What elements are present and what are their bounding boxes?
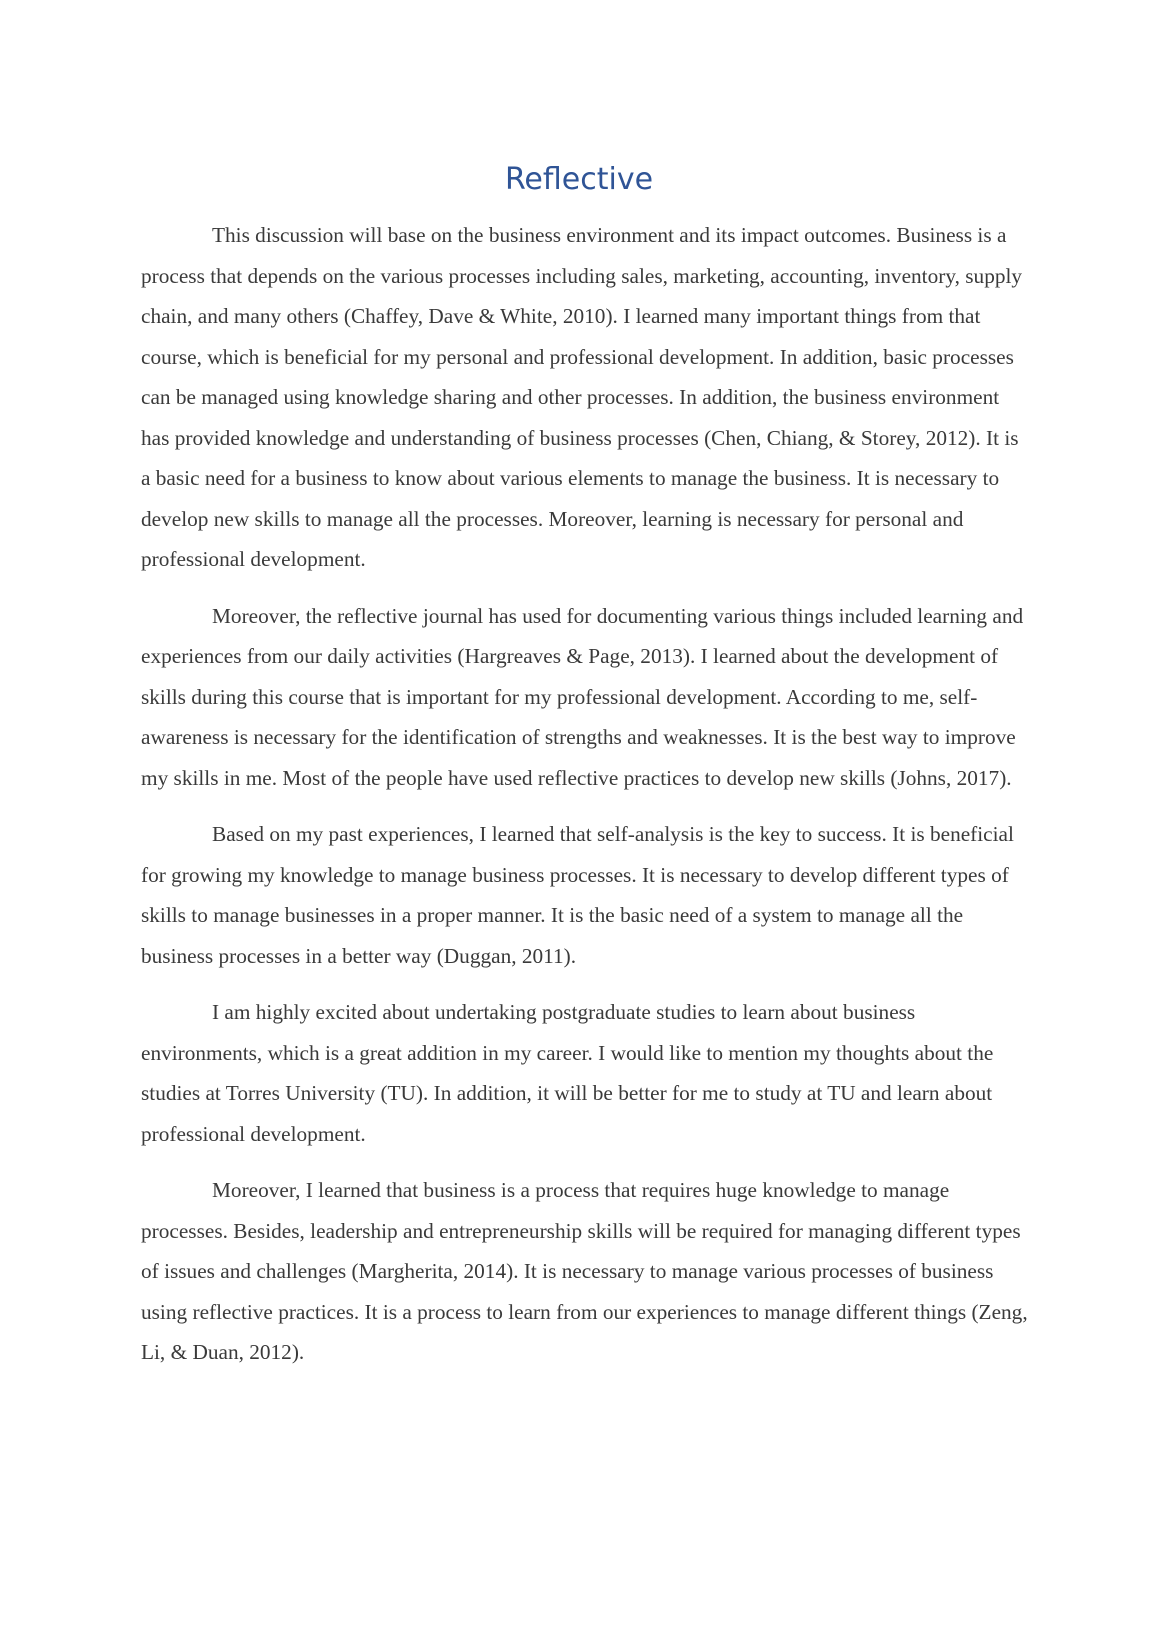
paragraph-3: Based on my past experiences, I learned that self-analysis is the key to success. It is beneficial for growing my knowledge to manage business processes. It is necessary to develop different types of skills to manage businesses in a proper manner. It is the basic need of a system to manage all the business processes in a better way (Duggan, 2011).	[141, 822, 1014, 968]
paragraph-4: I am highly excited about undertaking postgraduate studies to learn about business environments, which is a great addition in my career. I would like to mention my thoughts about the studies at Torres University (TU). In addition, it will be better for me to study at TU and learn about professional development.	[141, 1000, 994, 1146]
document-title: Reflective	[504, 162, 654, 197]
paragraph-5: Moreover, I learned that business is a process that requires huge knowledge to manage processes. Besides, leadership and entrepreneurship skills will be required for managing different types of issues and challenges (Margherita, 2014). It is necessary to manage various processes of business using reflective practices. It is a process to learn from our experiences to manage different things (Zeng, Li, & Duan, 2012).	[141, 1178, 1028, 1364]
paragraph-2: Moreover, the reflective journal has used for documenting various things included learning and experiences from our daily activities (Hargreaves & Page, 2013). I learned about the development of skills during this course that is important for my professional development. According to me, self-awareness is necessary for the identification of strengths and weaknesses. It is the best way to improve my skills in me. Most of the people have used reflective practices to develop new skills (Johns, 2017).	[141, 603, 1024, 790]
paragraph-1: This discussion will base on the business environment and its impact outcomes. Business is a process that depends on the various processes including sales, marketing, accounting, inventory, supply chain, and many others (Chaffey, Dave & White, 2010). I learned many important things from that course, which is beneficial for my personal and professional development. In addition, basic processes can be managed using knowledge sharing and other processes. In addition, the business environment has provided knowledge and understanding of business processes (Chen, Chiang, & Storey, 2012). It is a basic need for a business to know about various elements to manage the business. It is necessary to develop new skills to manage all the processes. Moreover, learning is necessary for personal and professional development.	[141, 223, 1023, 571]
document-body	[141, 215, 1031, 1389]
